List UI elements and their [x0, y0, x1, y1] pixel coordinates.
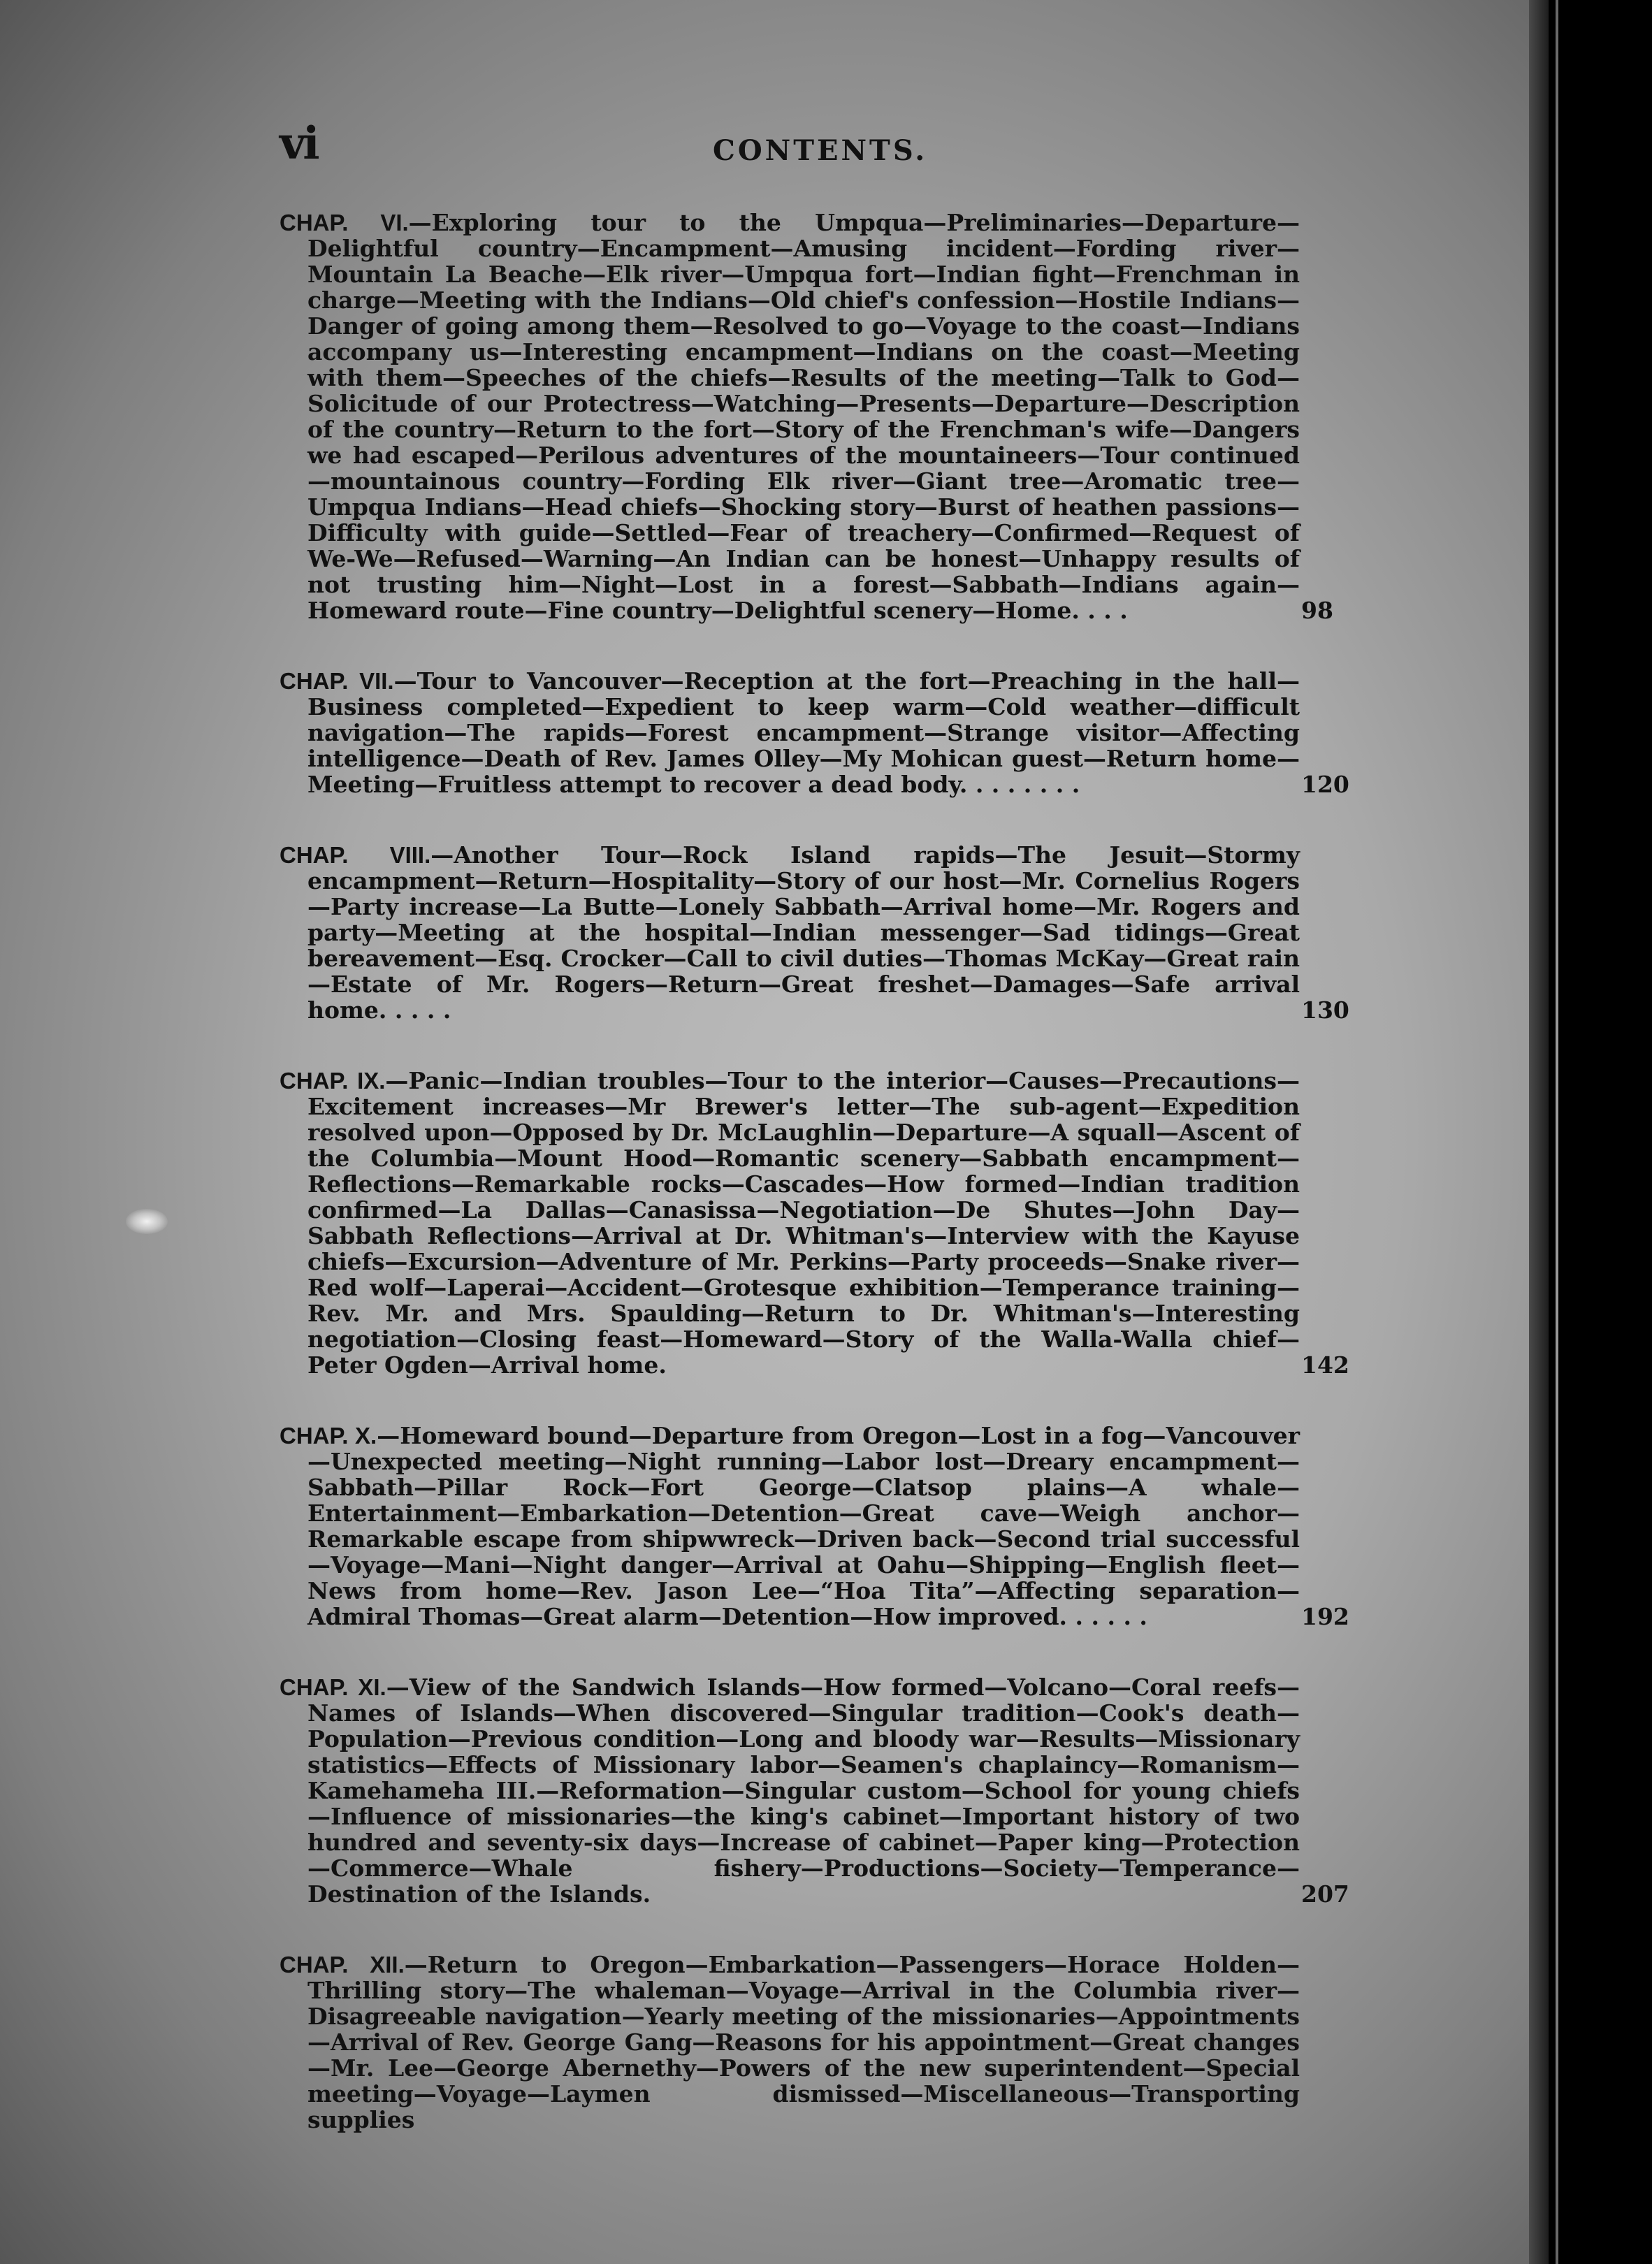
chapter-number: CHAP. XII. — [280, 1952, 405, 1978]
toc-entry-chap-9 — [280, 1067, 1349, 1379]
book-spine-gutter — [1549, 0, 1556, 2264]
chapter-number: CHAP. VIII. — [280, 842, 431, 868]
chapter-summary: —Return to Oregon—Embarkation—Passengers—Horace Holden—Thrilling story—The whaleman—Voyage—Arrival in the Columbia river—Disagreeable navigation—Yearly meeting of the missionaries—Appointments—Arrival of Rev. George Gang—Reasons for his appointment—Great changes—Mr. Lee—George Abernethy—Powers of the new superintendent—Special meeting—Voyage—Laymen dismissed—Miscellaneous—Transporting supplies — [307, 1951, 1300, 2133]
chapter-page-number: 98 — [1301, 597, 1333, 624]
chapter-page-number: 142 — [1301, 1351, 1349, 1379]
running-head: CONTENTS. — [713, 134, 928, 167]
toc-entry-chap-10 — [280, 1422, 1349, 1630]
page-edge-shadow — [1529, 0, 1549, 2264]
chapter-summary: —Panic—Indian troubles—Tour to the interior—Causes—Precautions—Excitement increases—Mr Brewer's letter—The sub-agent—Expedition resolved upon—Opposed by Dr. McLaughlin—Departure—A squall—Ascent of the Columbia—Mount Hood—Romantic scenery—Sabbath encampment—Reflections—Remarkable rocks—Cascades—How formed—Indian tradition confirmed—La Dallas—Canasissa—Negotiation—De Shutes—John Day—Sabbath Reflections—Arrival at Dr. Whitman's—Interview with the Kayuse chiefs—Excursion—Adventure of Mr. Perkins—Party proceeds—Snake river—Red wolf—Laperai—Accident—Grotesque exhibition—Temperance training—Rev. Mr. and Mrs. Spaulding—Return to Dr. Whitman's—Interesting negotiation—Closing feast—Homeward—Story of the Walla-Walla chief—Peter Ogden—Arrival home. — [307, 1067, 1300, 1379]
chapter-summary: —Exploring tour to the Umpqua—Preliminaries—Departure—Delightful country—Encampment—Amusing incident—Fording river—Mountain La Beache—Elk river—Umpqua fort—Indian fight—Frenchman in charge—Meeting with the Indians—Old chief's confession—Hostile Indians—Danger of going among them—Resolved to go—Voyage to the coast—Indians accompany us—Interesting encampment—Indians on the coast—Meeting with them—Speeches of the chiefs—Results of the meeting—Talk to God—Solicitude of our Protectress—Watching—Presents—Departure—Description of the country—Return to the fort—Story of the Frenchman's wife—Dangers we had escaped—Perilous adventures of the mountaineers—Tour continued—mountainous country—Fording Elk river—Giant tree—Aromatic tree—Umpqua Indians—Head chiefs—Shocking story—Burst of heathen passions—Difficulty with guide—Settled—Fear of treachery—Confirmed—Request of We-We—Refused—Warning—An Indian can be honest—Unhappy results of not trusting him—Night—Lost in a forest—Sabbath—Indians again—Homeward route—Fine country—Delightful scenery—Home. . . . — [307, 209, 1300, 624]
page-number: vi — [280, 117, 317, 170]
chapter-number: CHAP. X. — [280, 1423, 377, 1449]
chapter-number: CHAP. IX. — [280, 1068, 386, 1094]
chapter-summary: —View of the Sandwich Islands—How formed—Volcano—Coral reefs—Names of Islands—When discovered—Singular tradition—Cook's death—Population—Previous condition—Long and bloody war—Results—Missionary statistics—Effects of Missionary labor—Seamen's chaplaincy—Romanism—Kamehameha III.—Reformation—Singular custom—School for young chiefs—Influence of missionaries—the king's cabinet—Important history of two hundred and seventy-six days—Increase of cabinet—Paper king—Protection—Commerce—Whale fishery—Productions—Society—Temperance—Destination of the Islands. — [307, 1674, 1300, 1908]
chapter-number: CHAP. VII. — [280, 668, 394, 694]
chapter-summary: —Another Tour—Rock Island rapids—The Jesuit—Stormy encampment—Return—Hospitality—Story of our host—Mr. Cornelius Rogers—Party increase—La Butte—Lonely Sabbath—Arrival home—Mr. Rogers and party—Meeting at the hospital—Indian messenger—Sad tidings—Great bereavement—Esq. Crocker—Call to civil duties—Thomas McKay—Great rain—Estate of Mr. Rogers—Return—Great freshet—Damages—Safe arrival home. . . . . — [307, 841, 1300, 1024]
chapter-page-number: 207 — [1301, 1880, 1349, 1908]
chapter-page-number: 192 — [1301, 1603, 1349, 1630]
chapter-number: CHAP. VI. — [280, 210, 409, 235]
toc-entry-chap-7 — [280, 667, 1349, 798]
toc-entry-chap-8 — [280, 841, 1349, 1024]
chapter-page-number: 130 — [1301, 996, 1349, 1024]
chapter-summary: —Tour to Vancouver—Reception at the fort—Preaching in the hall—Business completed—Expedient to keep warm—Cold weather—difficult navigation—The rapids—Forest encampment—Strange visitor—Affecting intelligence—Death of Rev. James Olley—My Mohican guest—Return home—Meeting—Fruitless attempt to recover a dead body. . . . . . . . — [307, 667, 1300, 798]
toc-entry-chap-11 — [280, 1674, 1349, 1908]
chapter-number: CHAP. XI. — [280, 1674, 386, 1700]
toc-entry-chap-6 — [280, 209, 1333, 624]
chapter-page-number: 120 — [1301, 771, 1349, 798]
paper-blemish — [126, 1209, 168, 1234]
chapter-summary: —Homeward bound—Departure from Oregon—Lost in a fog—Vancouver—Unexpected meeting—Night running—Labor lost—Dreary encampment—Sabbath—Pillar Rock—Fort George—Clatsop plains—A whale—Entertainment—Embarkation—Detention—Great cave—Weigh anchor—Remarkable escape from shipwwreck—Driven back—Second trial successful—Voyage—Mani—Night danger—Arrival at Oahu—Shipping—English fleet—News from home—Rev. Jason Lee—“Hoa Tita”—Affecting separation—Admiral Thomas—Great alarm—Detention—How improved. . . . . . — [307, 1422, 1300, 1630]
toc-entry-chap-12 — [280, 1952, 1300, 2133]
table-of-contents — [280, 209, 1349, 2177]
